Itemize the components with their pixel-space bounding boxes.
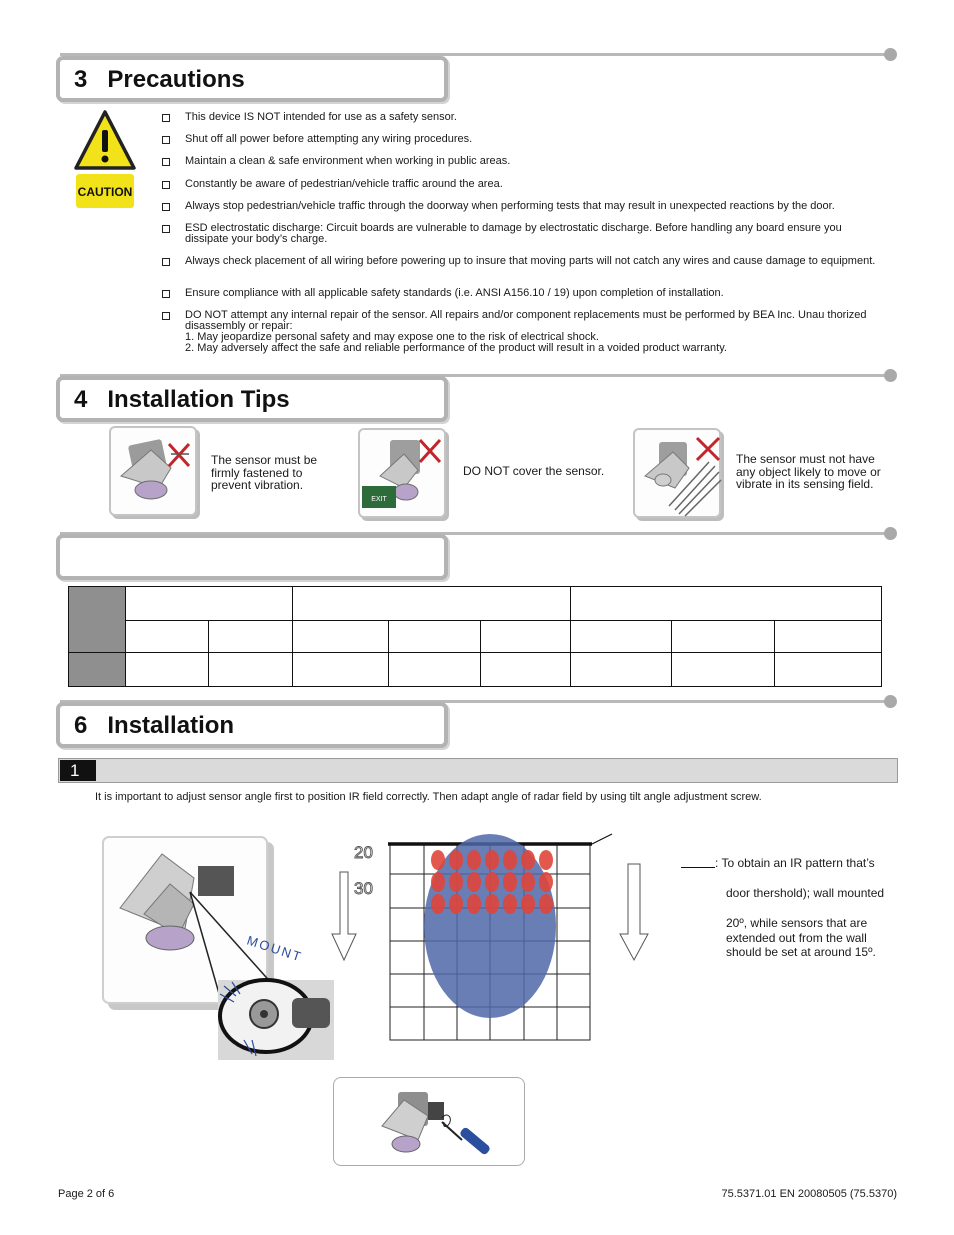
list-item-text: Always stop pedestrian/vehicle traffic through the doorway when performing tests that may result in unexpected reactions by the door.	[185, 200, 835, 212]
table-cell	[69, 587, 126, 653]
section-title-text: Installation	[107, 712, 235, 739]
checkbox-icon	[162, 158, 170, 166]
ir-spot	[521, 894, 535, 914]
tip-illustration-fastened	[109, 426, 197, 516]
caution-warning-icon	[74, 110, 136, 212]
list-item-text: Always check placement of all wiring before powering up to insure that moving parts will not catch any wires and cause damage to equipment.	[185, 255, 876, 267]
ir-spot	[449, 894, 463, 914]
table-cell	[293, 653, 389, 687]
section-header-installation-tips	[56, 376, 448, 422]
page-number: Page 2 of 6	[58, 1188, 115, 1200]
ir-spot	[467, 872, 481, 892]
table-cell	[293, 621, 389, 653]
list-item-text: ESD electrostatic discharge: Circuit boards are vulnerable to damage by electrostatic discharge. Before handling any board ensure you dissipate your body’s charge.	[185, 222, 842, 245]
detection-pattern-diagram	[330, 826, 650, 1046]
tip-text: DO NOT cover the sensor.	[463, 464, 605, 478]
table-cell	[775, 653, 882, 687]
note-text: should be set at around 15º.	[726, 945, 876, 959]
section-title	[74, 386, 290, 414]
list-item-text: Ensure compliance with all applicable safety standards (i.e. ANSI A156.10 / 19) upon completion of installation.	[185, 287, 724, 299]
specification-table	[68, 586, 882, 687]
step-header	[58, 758, 898, 783]
tip-illustration-covered	[358, 428, 446, 518]
ir-spot	[485, 850, 499, 870]
section-rule-dot	[884, 369, 897, 382]
section-header-precautions	[56, 56, 448, 102]
checkbox-icon	[162, 225, 170, 233]
section-header-installation	[56, 702, 448, 748]
section-rule-dot	[884, 527, 897, 540]
ir-spot	[539, 872, 553, 892]
section-rule-dot	[884, 48, 897, 61]
ir-spot	[449, 872, 463, 892]
caution-label: CAUTION	[77, 185, 133, 199]
note-text: extended out from the wall	[726, 931, 867, 945]
table-cell	[126, 621, 209, 653]
ir-spot	[503, 894, 517, 914]
ir-spot	[431, 894, 445, 914]
table-cell	[672, 621, 775, 653]
sensor-mount-illustration	[102, 836, 305, 1004]
angle-label-group	[354, 843, 373, 898]
checkbox-icon	[162, 114, 170, 122]
ir-spot	[503, 872, 517, 892]
ir-spot	[449, 850, 463, 870]
list-item-text	[185, 310, 880, 354]
table-row	[69, 621, 882, 653]
table-cell	[209, 621, 293, 653]
table-cell	[481, 653, 571, 687]
tip-text: The sensor must be firmly fastened to prevent vibration.	[211, 453, 318, 492]
tip-text: The sensor must not have any object likely to move or vibrate in its sensing field.	[736, 452, 881, 491]
table-cell	[571, 621, 672, 653]
section-number: 6	[74, 712, 88, 739]
note-text: 20º, while sensors that are	[726, 916, 868, 930]
note-text: door thershold); wall mounted	[726, 886, 885, 900]
table-row	[69, 653, 882, 687]
table-cell	[209, 653, 293, 687]
list-subitem: 1. May jeopardize personal safety and may expose one to the risk of electrical shock.	[185, 331, 599, 343]
list-item-text: Shut off all power before attempting any wiring procedures.	[185, 133, 473, 145]
screw-adjustment-illustration	[333, 1077, 525, 1166]
table-cell	[293, 587, 571, 621]
checkbox-icon	[162, 312, 170, 320]
exit-sign-label: EXIT	[371, 496, 387, 503]
ir-spot	[503, 850, 517, 870]
installation-intro: It is important to adjust sensor angle first to position IR field correctly. Then adapt angle of radar field by using tilt angle adjustment screw.	[95, 791, 762, 803]
table-cell	[389, 621, 481, 653]
table-cell	[775, 621, 882, 653]
section-header-blank	[56, 534, 448, 580]
note-text: : To obtain an IR pattern that’s	[715, 856, 875, 870]
blank-underline	[681, 856, 715, 868]
ir-spot	[521, 872, 535, 892]
sensor-vibration-icon	[111, 428, 199, 518]
table-cell	[672, 653, 775, 687]
section-title-text: Precautions	[107, 66, 245, 93]
angle-label-20: 20	[354, 843, 373, 862]
angle-label-30: 30	[354, 879, 373, 898]
ir-spot	[539, 894, 553, 914]
step-number: 1	[60, 760, 96, 781]
ir-spot	[485, 872, 499, 892]
screwdriver-adjust-icon	[334, 1078, 526, 1167]
list-item-main: DO NOT attempt any internal repair of the sensor. All repairs and/or component replacements must be performed by BEA Inc. Unau thorized disassembly or repair:	[185, 309, 867, 332]
checkbox-icon	[162, 181, 170, 189]
table-cell	[481, 621, 571, 653]
mount-label: MOUNT	[245, 932, 305, 965]
ir-spot-group	[431, 850, 553, 914]
table-cell	[69, 653, 126, 687]
sensor-covered-icon	[360, 430, 448, 520]
section-title	[74, 66, 245, 94]
list-item-text: Maintain a clean & safe environment when working in public areas.	[185, 155, 511, 167]
table-cell	[571, 653, 672, 687]
table-cell	[571, 587, 882, 621]
ir-spot	[467, 850, 481, 870]
tilt-screw-detail-icon	[214, 980, 334, 1060]
table-cell	[126, 653, 209, 687]
list-item-text: Constantly be aware of pedestrian/vehicle traffic around the area.	[185, 178, 503, 190]
list-item-text: This device IS NOT intended for use as a safety sensor.	[185, 111, 457, 123]
ir-spot	[431, 872, 445, 892]
ir-spot	[431, 850, 445, 870]
checkbox-icon	[162, 203, 170, 211]
ir-spot	[485, 894, 499, 914]
sensor-field-obstruction-icon	[635, 430, 723, 520]
ir-spot	[521, 850, 535, 870]
section-number: 4	[74, 386, 88, 413]
note-line-blank-underline	[681, 856, 875, 871]
checkbox-icon	[162, 290, 170, 298]
list-subitem: 2. May adversely affect the safe and reliable performance of the product will result in a voided product warranty.	[185, 342, 727, 354]
ir-spot	[467, 894, 481, 914]
ir-spot	[539, 850, 553, 870]
table-row	[69, 587, 882, 621]
checkbox-icon	[162, 258, 170, 266]
table-cell	[389, 653, 481, 687]
tip-illustration-field	[633, 428, 721, 518]
section-title	[74, 712, 234, 740]
section-rule-dot	[884, 695, 897, 708]
section-title-text: Installation Tips	[107, 386, 290, 413]
document-reference: 75.5371.01 EN 20080505 (75.5370)	[721, 1188, 897, 1200]
table-cell	[126, 587, 293, 621]
checkbox-icon	[162, 136, 170, 144]
section-number: 3	[74, 66, 88, 93]
